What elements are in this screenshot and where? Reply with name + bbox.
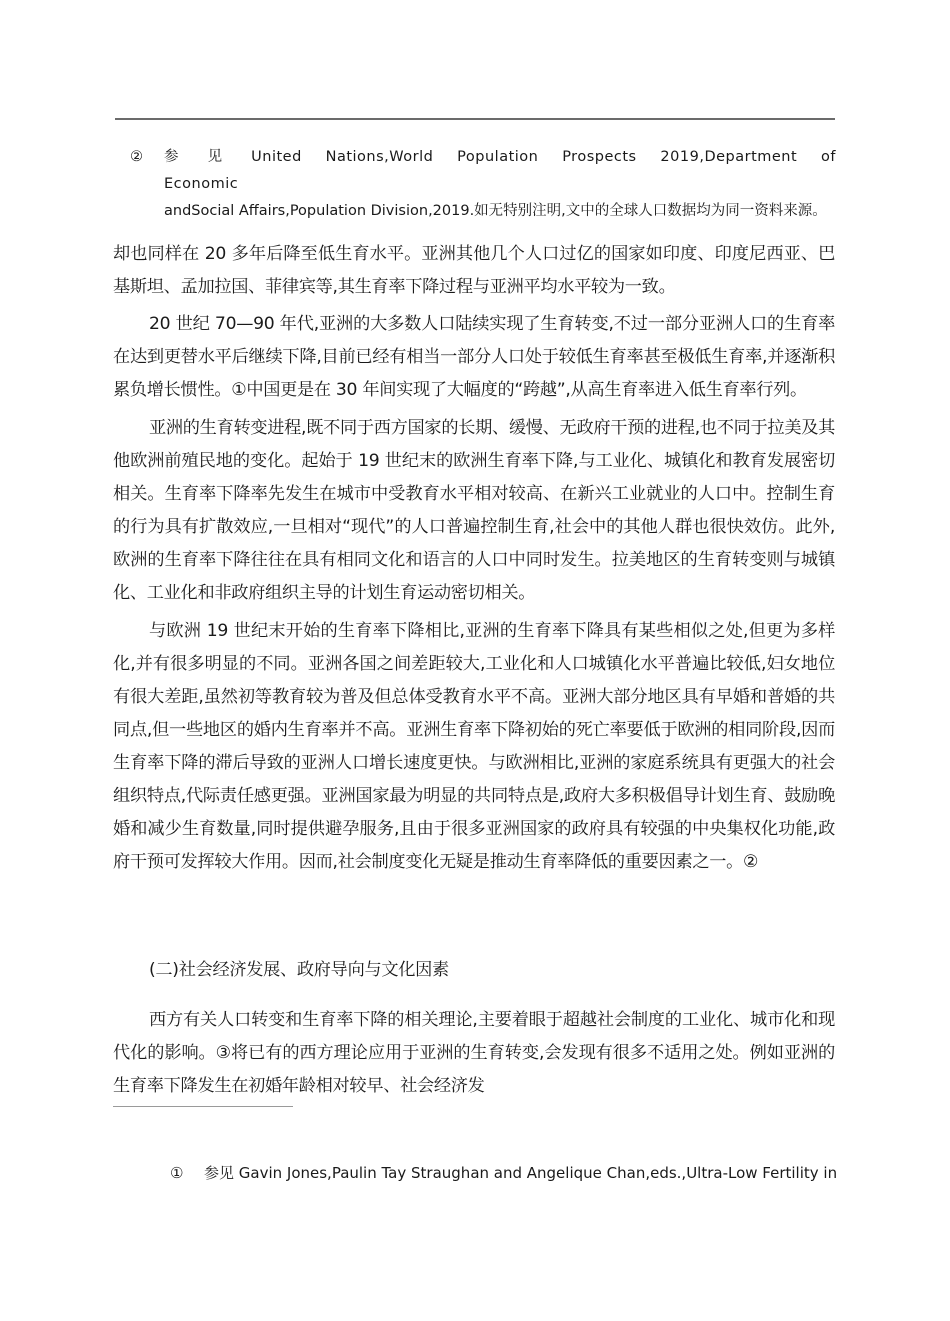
footnote-marker: ① xyxy=(170,1164,184,1182)
paragraph: 20 世纪 70—90 年代,亚洲的大多数人口陆续实现了生育转变,不过一部分亚洲人口的生育率在达到更替水平后继续下降,目前已经有相当一部分人口处于较低生育率甚至极低生育率,并逐渐积累负增长惯性。①中国更是在 30 年间实现了大幅度的“跨越”,从高生育率进入低生育率行列。 xyxy=(113,314,835,400)
paragraph: 却也同样在 20 多年后降至低生育水平。亚洲其他几个人口过亿的国家如印度、印度尼西亚、巴基斯坦、孟加拉国、菲律宾等,其生育率下降过程与亚洲平均水平较为一致。 xyxy=(113,244,835,297)
section-heading: (二)社会经济发展、政府导向与文化因素 xyxy=(149,960,449,980)
paragraph: 与欧洲 19 世纪末开始的生育率下降相比,亚洲的生育率下降具有某些相似之处,但更为多样化,并有很多明显的不同。亚洲各国之间差距较大,工业化和人口城镇化水平普遍比较低,妇女地位有很大差距,虽然初等教育较为普及但总体受教育水平不高。亚洲大部分地区具有早婚和普婚的共同点,但一些地区的婚内生育率并不高。亚洲生育率下降初始的死亡率要低于欧洲的相同阶段,因而生育率下降的滞后导致的亚洲人口增长速度更快。与欧洲相比,亚洲的家庭系统具有更强大的社会组织特点,代际责任感更强。亚洲国家最为明显的共同特点是,政府大多积极倡导计划生育、鼓励晚婚和减少生育数量,同时提供避孕服务,且由于很多亚洲国家的政府具有较强的中央集权化功能,政府干预可发挥较大作用。因而,社会制度变化无疑是推动生育率降低的重要因素之一。② xyxy=(113,621,835,872)
footnote-1 xyxy=(170,1160,850,1186)
body-block-2 xyxy=(113,1004,835,1103)
footnote-separator xyxy=(113,1106,293,1107)
footnote-text xyxy=(164,144,836,225)
paragraph: 西方有关人口转变和生育率下降的相关理论,主要着眼于超越社会制度的工业化、城市化和现代化的影响。③将已有的西方理论应用于亚洲的生育转变,会发现有很多不适用之处。例如亚洲的生育率下降发生在初婚年龄相对较早、社会经济发 xyxy=(113,1010,835,1096)
footnote-text: 参见 Gavin Jones,Paulin Tay Straughan and Angelique Chan,eds.,Ultra-Low Fertility in xyxy=(204,1164,838,1182)
footnote-line-1: 参 见 United Nations,World Population Prospects 2019,Department of Economic xyxy=(164,149,836,192)
footnote-line-rest: andSocial Affairs,Population Division,2019.如无特别注明,文中的全球人口数据均为同一资料来源。 xyxy=(164,203,827,219)
body-block-1 xyxy=(113,238,835,879)
paragraph: 亚洲的生育转变进程,既不同于西方国家的长期、缓慢、无政府干预的进程,也不同于拉美及其他欧洲前殖民地的变化。起始于 19 世纪末的欧洲生育率下降,与工业化、城镇化和教育发展密切相关。生育率下降率先发生在城市中受教育水平相对较高、在新兴工业就业的人口中。控制生育的行为具有扩散效应,一旦相对“现代”的人口普遍控制生育,社会中的其他人群也很快效仿。此外,欧洲的生育率下降往往在具有相同文化和语言的人口中同时发生。拉美地区的生育转变则与城镇化、工业化和非政府组织主导的计划生育运动密切相关。 xyxy=(113,418,835,603)
footnote-2 xyxy=(130,144,836,225)
header-divider xyxy=(115,118,835,120)
footnote-marker: ② xyxy=(130,149,143,165)
